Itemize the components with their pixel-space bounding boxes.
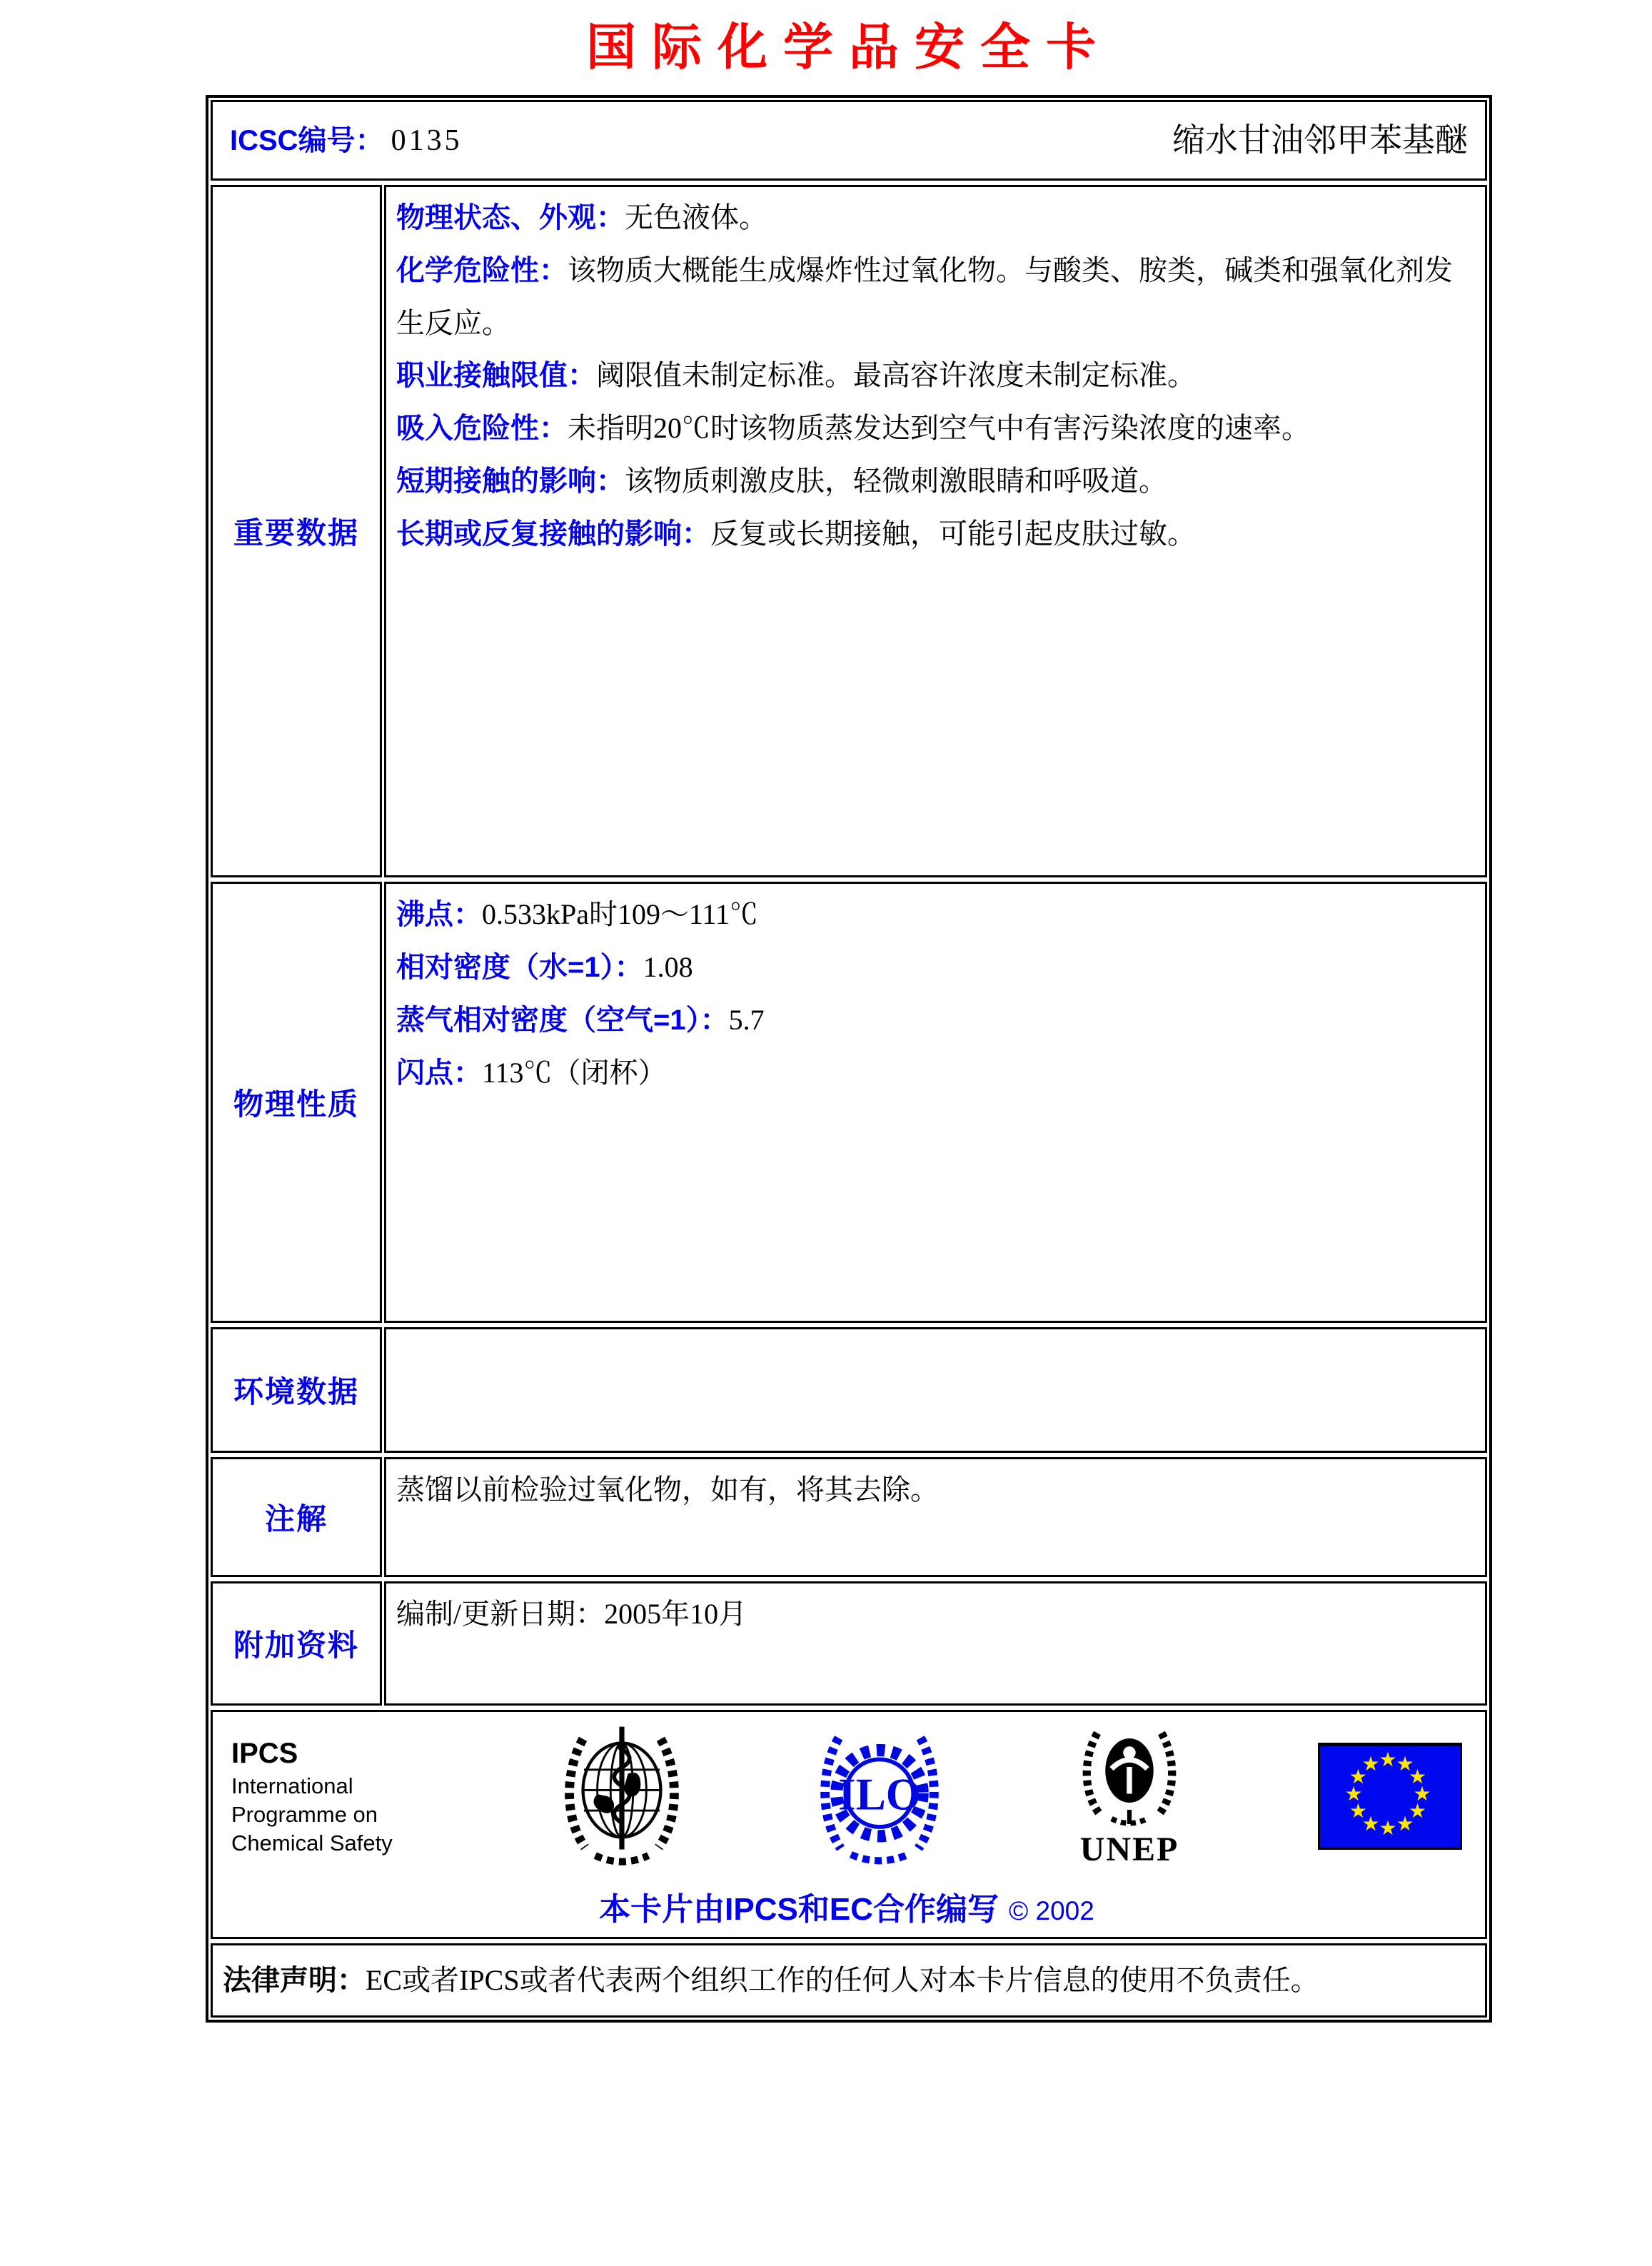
section-important-data [208, 183, 1489, 880]
ipcs-abbr: IPCS [231, 1738, 298, 1769]
field-label: 吸入危险性： [396, 413, 568, 444]
field-label: 职业接触限值： [396, 360, 596, 391]
data-item [396, 508, 1475, 560]
section-legal [208, 1941, 1489, 2020]
field-value: 阈限值未制定标准。最高容许浓度未制定标准。 [596, 359, 1196, 391]
data-item [396, 191, 1475, 244]
eu-star-icon: ★ [1379, 1818, 1397, 1840]
eu-star-icon: ★ [1361, 1813, 1380, 1836]
eu-star-icon: ★ [1379, 1749, 1397, 1771]
chemical-name: 缩水甘油邻甲苯基醚 [1172, 122, 1468, 158]
caption-text: 本卡片由IPCS和EC合作编写 [599, 1892, 999, 1927]
field-label: 物理状态、外观： [396, 202, 625, 233]
section-label-additional-info: 附加资料 [211, 1581, 382, 1706]
data-item [396, 349, 1475, 402]
cooperation-caption [231, 1883, 1462, 1937]
eu-flag-icon [1318, 1743, 1462, 1850]
ipcs-line: International [231, 1773, 353, 1798]
page-title: 国际化学品安全卡 [586, 21, 1112, 76]
data-item [396, 455, 1475, 508]
field-value: 113℃（闭杯） [482, 1057, 667, 1089]
field-label: 沸点： [396, 899, 482, 930]
ipcs-line: Programme on [231, 1802, 378, 1827]
unep-emblem-icon [1076, 1724, 1183, 1831]
eu-star-icon: ★ [1396, 1813, 1414, 1836]
field-value: 5.7 [728, 1004, 765, 1036]
icsc-number-group [230, 114, 463, 167]
ipcs-text-block [231, 1735, 425, 1858]
section-environmental-data [208, 1325, 1489, 1455]
section-label-notes: 注解 [211, 1457, 382, 1577]
section-header [208, 98, 1489, 183]
field-value: 无色液体。 [625, 201, 767, 233]
field-label: 短期接触的影响： [396, 465, 625, 497]
ipcs-line: Chemical Safety [231, 1831, 393, 1855]
who-emblem-icon [560, 1721, 683, 1872]
header-cell [211, 100, 1487, 181]
field-value: 未指明20℃时该物质蒸发达到空气中有害污染浓度的速率。 [568, 412, 1310, 444]
section-additional-info [208, 1579, 1489, 1708]
data-item [396, 994, 1475, 1047]
unep-wordmark: UNEP [1079, 1831, 1179, 1868]
icsc-card [206, 95, 1492, 2023]
field-value: 1.08 [643, 951, 693, 983]
field-label: 编制/更新日期： [396, 1598, 605, 1630]
eu-star-icon: ★ [1349, 1801, 1367, 1823]
unep-block [1076, 1724, 1183, 1868]
section-physical-properties [208, 880, 1489, 1325]
legal-label: 法律声明： [223, 1965, 366, 1996]
data-item [396, 244, 1475, 349]
field-label: 相对密度（水=1）： [396, 952, 643, 983]
data-item [396, 1047, 1475, 1099]
icsc-number-label: ICSC编号： [230, 124, 384, 156]
physical-properties-content [384, 882, 1487, 1323]
data-item [396, 941, 1475, 994]
legal-cell [211, 1943, 1487, 2018]
important-data-content [384, 185, 1487, 877]
field-value: 该物质刺激皮肤，轻微刺激眼睛和呼吸道。 [625, 465, 1167, 497]
field-value: 2005年10月 [604, 1598, 747, 1630]
section-label-important-data: 重要数据 [211, 185, 382, 877]
section-logos [208, 1708, 1489, 1941]
field-label: 闪点： [396, 1057, 482, 1089]
eu-star-icon: ★ [1349, 1766, 1367, 1788]
eu-star-icon: ★ [1413, 1783, 1431, 1806]
field-value: 蒸馏以前检验过氧化物，如有，将其去除。 [396, 1474, 939, 1506]
field-label: 化学危险性： [396, 255, 568, 286]
eu-star-icon: ★ [1361, 1753, 1380, 1776]
field-label: 蒸气相对密度（空气=1）： [396, 1004, 729, 1036]
icsc-number-value: 0135 [391, 124, 463, 157]
section-label-physical-properties: 物理性质 [211, 882, 382, 1323]
eu-star-icon: ★ [1409, 1766, 1427, 1788]
data-item [396, 888, 1475, 941]
field-value: 该物质大概能生成爆炸性过氧化物。与酸类、胺类，碱类和强氧化剂发生反应。 [396, 254, 1453, 339]
eu-star-icon: ★ [1409, 1801, 1427, 1823]
eu-star-icon: ★ [1344, 1783, 1363, 1806]
logos-cell [211, 1710, 1487, 1939]
copyright-text: © 2002 [1008, 1896, 1094, 1925]
additional-info-content [384, 1581, 1487, 1706]
data-item [396, 402, 1475, 455]
ilo-letters: ILO [838, 1769, 921, 1820]
legal-text: EC或者IPCS或者代表两个组织工作的任何人对本卡片信息的使用不负责任。 [366, 1964, 1319, 1996]
section-label-environmental-data: 环境数据 [211, 1327, 382, 1453]
ilo-emblem-icon [818, 1723, 941, 1869]
section-notes [208, 1455, 1489, 1579]
notes-content [384, 1457, 1487, 1577]
field-value: 反复或长期接触，可能引起皮肤过敏。 [710, 518, 1196, 550]
field-value: 0.533kPa时109～111℃ [482, 898, 759, 930]
field-label: 长期或反复接触的影响： [396, 518, 710, 550]
eu-star-icon: ★ [1396, 1753, 1414, 1776]
environmental-data-content [384, 1327, 1487, 1453]
